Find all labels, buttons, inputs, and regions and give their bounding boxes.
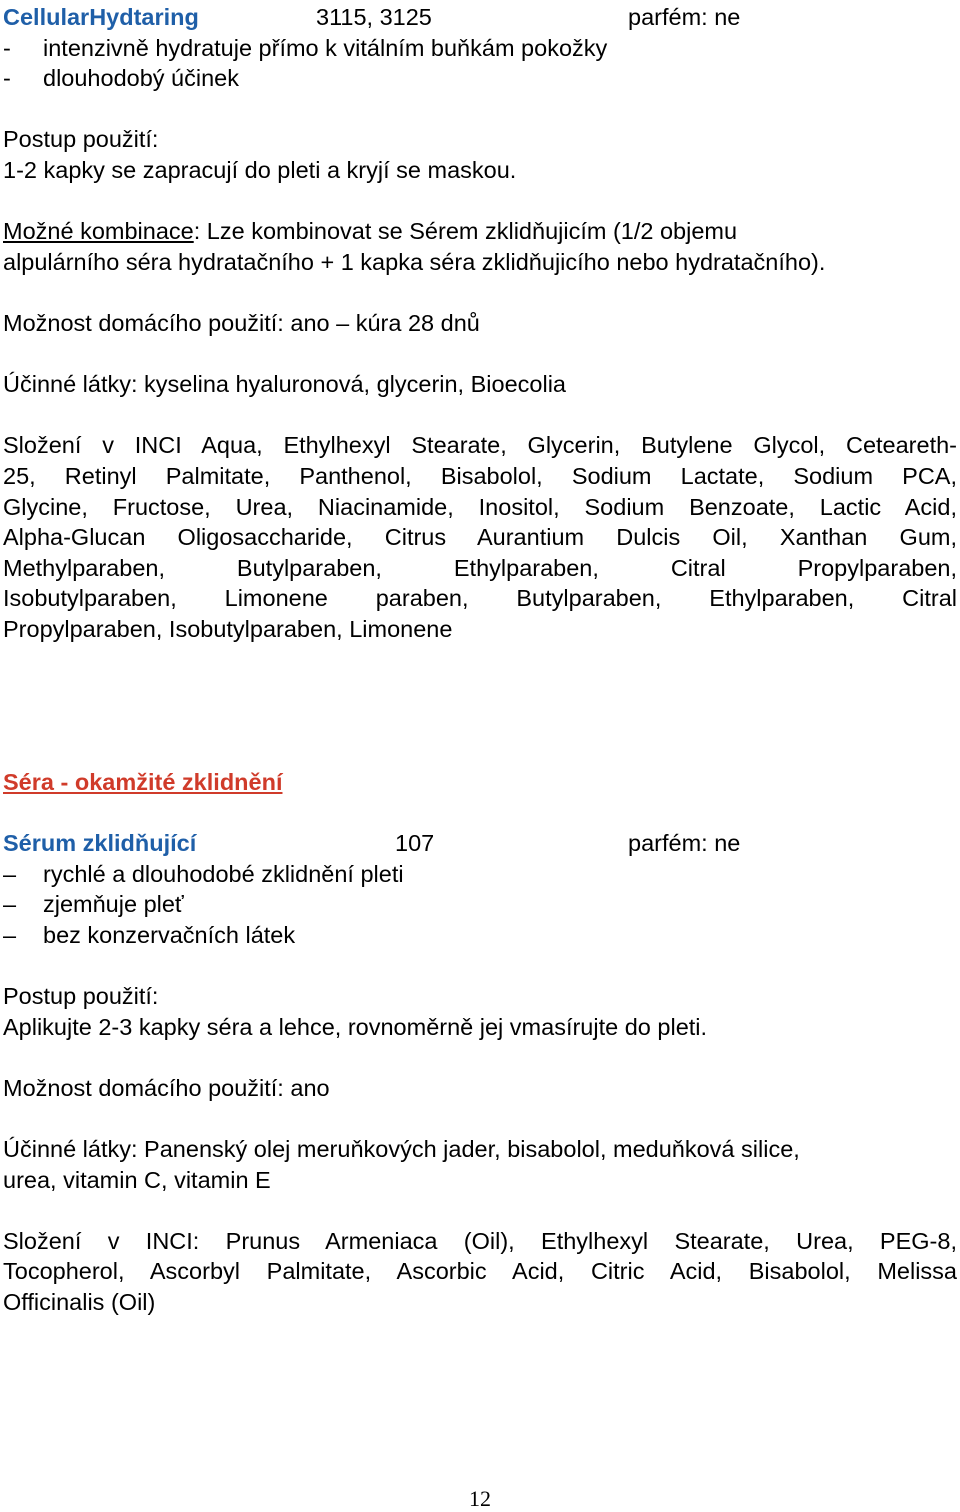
feature-item: - dlouhodobý účinek — [3, 63, 957, 94]
bullet-dash: – — [3, 860, 17, 887]
perfume-info: parfém: ne — [628, 4, 741, 30]
bullet-dash: - — [3, 34, 11, 61]
inci-line-last: Officinalis (Oil) — [3, 1288, 156, 1315]
bullet-dash: – — [3, 891, 17, 918]
combination-text-cont: alpulárního séra hydratačního + 1 kapka séra zklidňujicího nebo hydratačního). — [3, 248, 826, 275]
inci-line: 25, Retinyl Palmitate, Panthenol, Bisabolol, Sodium Lactate, Sodium PCA, — [3, 462, 957, 489]
active-ingredients: Účinné látky: Panenský olej meruňkových jader, bisabolol, meduňková silice, — [3, 1135, 800, 1162]
product-codes: 3115, 3125 — [316, 4, 432, 30]
usage-text: Aplikujte 2-3 kapky séra a lehce, rovnoměrně jej vmasírujte do pleti. — [3, 1013, 708, 1040]
usage-text: 1-2 kapky se zapracují do pleti a kryjí se maskou. — [3, 156, 517, 183]
inci-line: Alpha-Glucan Oligosaccharide, Citrus Aurantium Dulcis Oil, Xanthan Gum, — [3, 524, 957, 551]
inci-line-last: Propylparaben, Isobutylparaben, Limonene — [3, 615, 453, 642]
combination-text: : Lze kombinovat se Sérem zklidňujicím (1/2 objemu — [193, 218, 738, 245]
usage-label: Postup použití: — [3, 983, 159, 1009]
feature-item: – zjemňuje pleť — [3, 889, 957, 920]
combination-line — [3, 216, 957, 247]
product-header — [3, 2, 957, 33]
inci-line: Methylparaben, Butylparaben, Ethylparaben, Citral Propylparaben, — [3, 554, 957, 581]
active-ingredients: Účinné látky: kyselina hyaluronová, glycerin, Bioecolia — [3, 371, 566, 398]
active-ingredients-cont: urea, vitamin C, vitamin E — [3, 1166, 271, 1193]
inci-line: Glycine, Fructose, Urea, Niacinamide, Inositol, Sodium Benzoate, Lactic Acid, — [3, 493, 957, 520]
perfume-info: parfém: ne — [628, 830, 741, 857]
feature-item: – rychlé a dlouhodobé zklidnění pleti — [3, 859, 957, 890]
usage-label: Postup použití: — [3, 126, 159, 153]
home-use: Možnost domácího použití: ano — [3, 1074, 330, 1101]
product-name: Sérum zklidňující — [3, 830, 197, 857]
feature-item: - intenzivně hydratuje přímo k vitálním buňkám pokožky — [3, 33, 957, 64]
product-header — [3, 828, 957, 859]
section-heading — [3, 767, 957, 798]
inci-line: Tocopherol, Ascorbyl Palmitate, Ascorbic Acid, Citric Acid, Bisabolol, Melissa — [3, 1258, 957, 1285]
home-use: Možnost domácího použití: ano – kúra 28 dnů — [3, 309, 480, 336]
combination-label: Možné kombinace — [3, 218, 194, 245]
inci-line: Složení v INCI Aqua, Ethylhexyl Stearate, Glycerin, Butylene Glycol, Ceteareth- — [3, 432, 957, 459]
product-code: 107 — [395, 830, 435, 857]
product-name: CellularHydtaring — [3, 4, 199, 30]
bullet-dash: - — [3, 65, 11, 92]
bullet-dash: – — [3, 921, 17, 948]
section-title: Séra - okamžité zklidnění — [3, 768, 283, 795]
page-number: 12 — [469, 1486, 491, 1511]
inci-line: Složení v INCI: Prunus Armeniaca (Oil), Ethylhexyl Stearate, Urea, PEG-8, — [3, 1227, 957, 1254]
feature-item: – bez konzervačních látek — [3, 920, 957, 951]
document-page — [3, 2, 957, 1318]
inci-line: Isobutylparaben, Limonene paraben, Butylparaben, Ethylparaben, Citral — [3, 585, 957, 612]
